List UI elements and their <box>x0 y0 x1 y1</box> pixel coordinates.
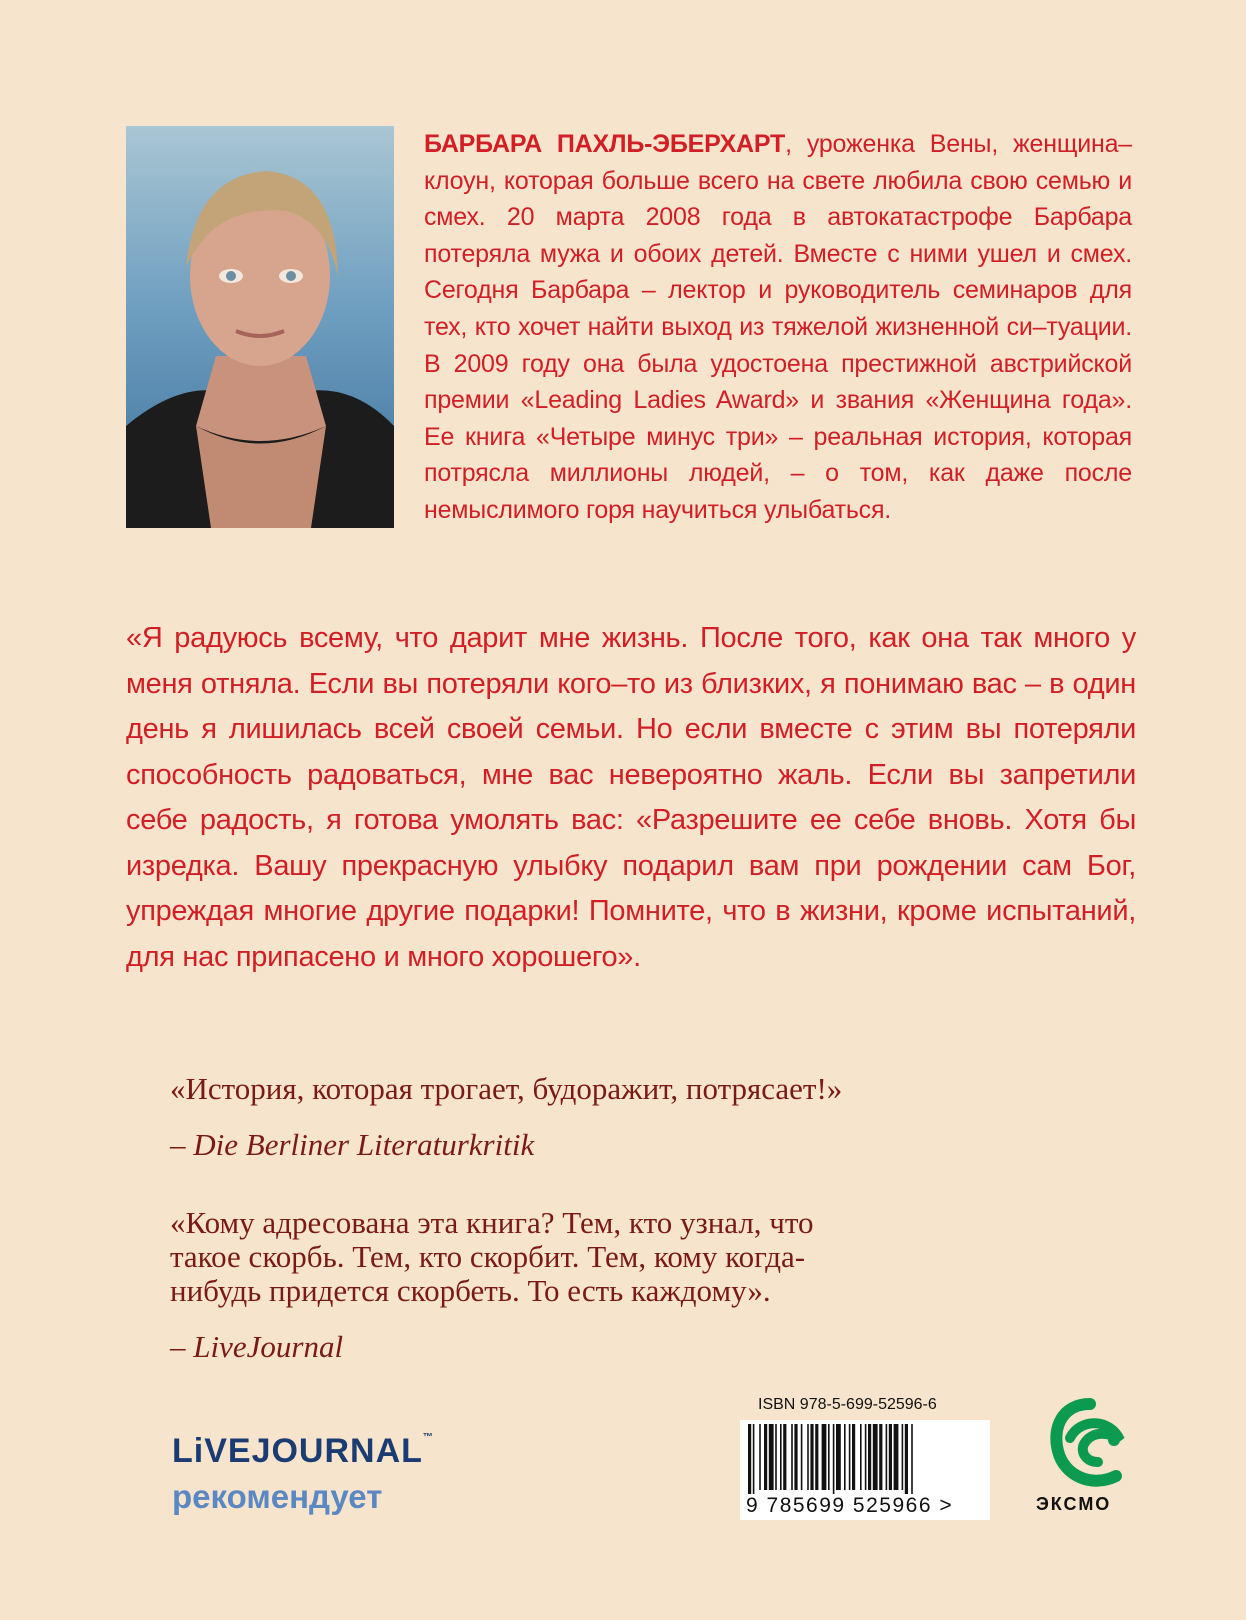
barcode-bar <box>791 1424 793 1490</box>
barcode-bar <box>759 1424 761 1490</box>
author-name: БАРБАРА ПАХЛЬ-ЭБЕРХАРТ <box>424 130 786 158</box>
barcode-bar <box>836 1424 841 1490</box>
author-bio <box>424 126 1132 529</box>
barcode-bar <box>865 1424 867 1490</box>
barcode-bar <box>889 1424 892 1490</box>
barcode-bar <box>868 1424 871 1490</box>
barcode-bar <box>783 1424 786 1490</box>
review-1-text: «История, которая трогает, будоражит, потрясает!» <box>170 1071 843 1106</box>
livejournal-tagline: рекомендует <box>172 1478 383 1515</box>
barcode-bar <box>822 1424 827 1490</box>
barcode-bar <box>815 1424 818 1490</box>
livejournal-logo <box>172 1432 433 1471</box>
isbn-label: ISBN 978-5-699-52596-6 <box>758 1396 937 1413</box>
barcode-bar <box>801 1424 803 1490</box>
barcode-bar <box>879 1424 882 1490</box>
barcode-bar <box>775 1424 777 1490</box>
barcode-bars <box>740 1420 990 1498</box>
publisher-name: ЭКСМО <box>1036 1494 1112 1514</box>
author-quote: «Я радуюсь всему, что дарит мне жизнь. После того, как она так много у меня отняла. Если вы потеряли кого–то из близких, я понимаю вас – в один день я лишилась всей своей семьи. Но если вместе с этим вы потеряли способность радоваться, мне вас невероятно жаль. Если вы запретили себе радость, я готова умолять вас: «Разрешите ее себе вновь. Хотя бы изредка. Вашу прекрасную улыбку подарил вам при рождении сам Бог, упреждая многие другие подарки! Помните, что в жизни, кроме испытаний, для нас припасено и много хорошего». <box>126 622 1136 973</box>
barcode-bar <box>748 1424 751 1498</box>
barcode-bar <box>894 1424 899 1490</box>
review-1 <box>170 1072 930 1162</box>
barcode-bar <box>902 1424 904 1490</box>
review-1-source: – Die Berliner Literaturkritik <box>170 1127 535 1162</box>
barcode-bar <box>844 1424 846 1490</box>
barcode-bar <box>852 1424 855 1490</box>
barcode-bar <box>794 1424 797 1490</box>
barcode-bar <box>828 1424 830 1490</box>
barcode-bar <box>807 1424 809 1490</box>
review-2-source: – LiveJournal <box>170 1329 344 1364</box>
barcode-digits: 9 785699 525966 > <box>742 1494 957 1518</box>
livejournal-logo-text: LiVEJOURNAL <box>172 1432 423 1470</box>
review-2 <box>170 1206 890 1364</box>
author-bio-text: , уроженка Вены, женщина–клоун, которая больше всего на свете любила свою семью и смех. 20 марта 2008 года в автокатастрофе Барбара потеряла мужа и обоих детей. Вместе с ними ушел и смех. Сегодня Барбара – лектор и руководитель семинаров для тех, кто хочет найти выход из тяжелой жизненной си–туации. В 2009 году она была удостоена престижной австрийской премии «Leading Ladies Award» и звания «Женщина года». Ее книга «Четыре минус три» – реальная история, которая потрясла миллионы людей, – о том, как даже после немыслимого горя научиться улыбаться. <box>424 130 1132 524</box>
barcode-bar <box>764 1424 767 1490</box>
barcode-bar <box>810 1424 813 1490</box>
barcode-bar <box>860 1424 862 1490</box>
barcode-bar <box>886 1424 888 1490</box>
barcode-bar <box>780 1424 782 1490</box>
review-2-text: «Кому адресована эта книга? Тем, кто узнал, что такое скорбь. Тем, кто скорбит. Тем, кому когда-нибудь придется скорбеть. То есть каждому». <box>170 1205 814 1308</box>
trademark-mark: ™ <box>422 1432 433 1443</box>
barcode-bar <box>911 1424 913 1498</box>
barcode-bar <box>873 1424 878 1490</box>
barcode-bar <box>753 1424 755 1498</box>
barcode-bar <box>905 1424 908 1498</box>
barcode-bar <box>769 1424 774 1490</box>
barcode-bar <box>833 1424 835 1498</box>
barcode-bar <box>849 1424 851 1490</box>
author-photo <box>126 126 394 528</box>
